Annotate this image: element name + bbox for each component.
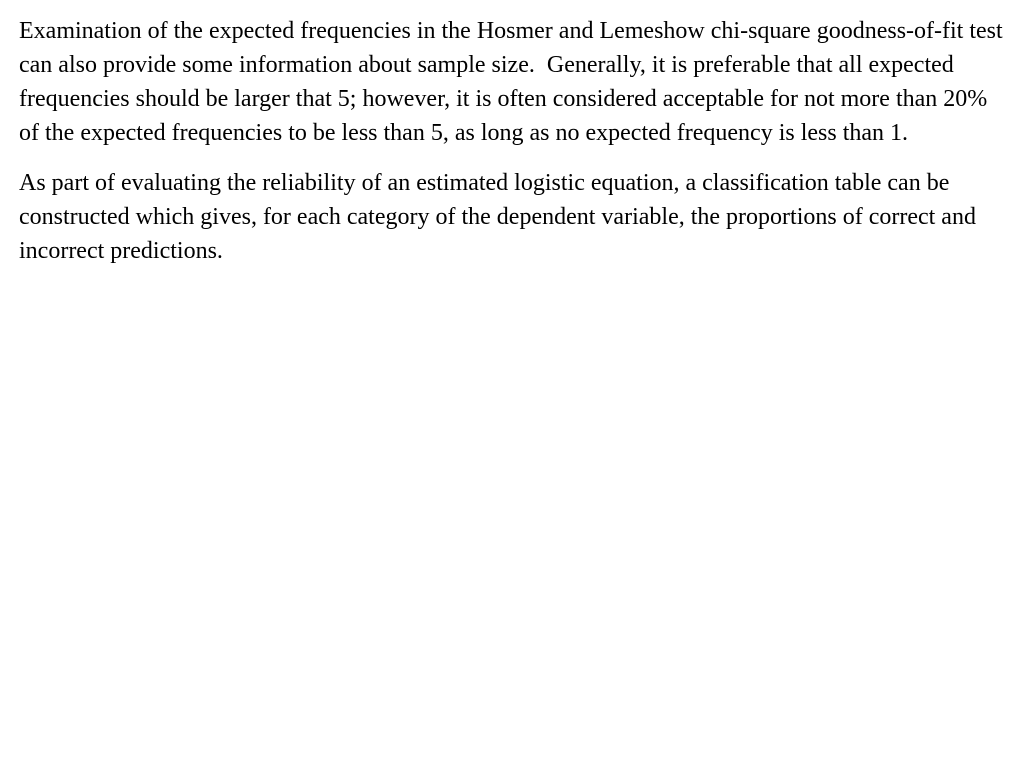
paragraph-expected-frequencies: Examination of the expected frequencies in the Hosmer and Lemeshow chi-square goodness-of-fit test can also provide some information about sample size. Generally, it is preferable that all expected frequencies should be larger that 5; however, it is often considered acceptable for not more than 20% of the expected frequencies to be less than 5, as long as no expected frequency is less than 1.: [19, 18, 1009, 146]
document-body: [19, 14, 1009, 268]
paragraph-classification-table: As part of evaluating the reliability of an estimated logistic equation, a classification table can be constructed which gives, for each category of the dependent variable, the proportions of correct and incorrect predictions.: [19, 170, 982, 264]
